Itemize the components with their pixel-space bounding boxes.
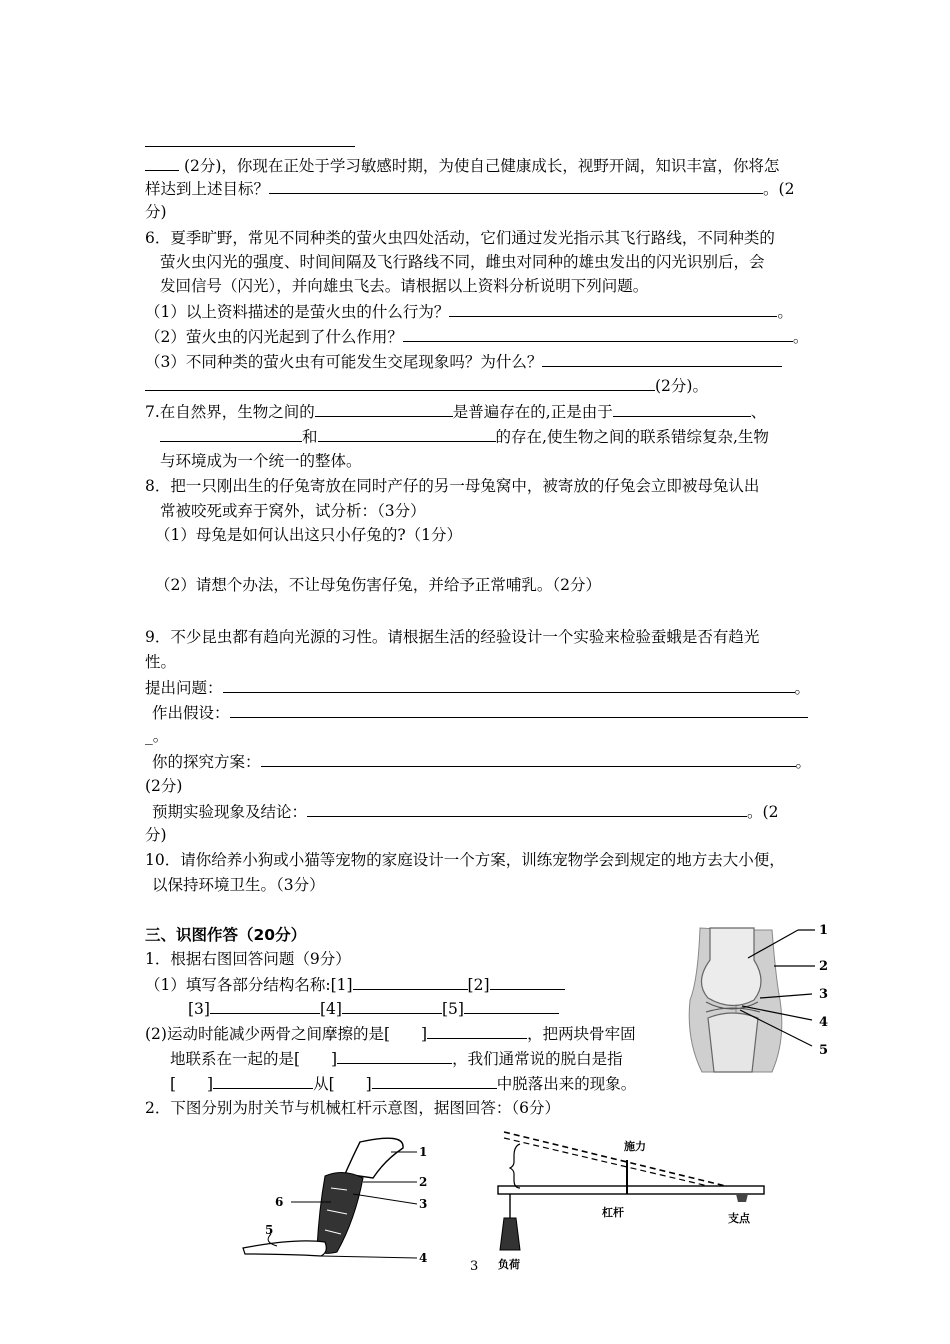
- text-line: 分): [145, 826, 167, 844]
- text-line: 性。: [145, 653, 177, 671]
- text-line: 与环境成为一个统一的整体。: [160, 452, 362, 470]
- lower-bone: [708, 1013, 758, 1072]
- text-line: 发回信号（闪光），并向雄虫飞去。请根据以上资料分析说明下列问题。: [160, 277, 649, 295]
- elbow-label-4: 4: [419, 1251, 428, 1265]
- fulcrum-label: 支点: [728, 1212, 750, 1225]
- text-line: _。: [145, 727, 169, 745]
- elbow-label-1: 1: [419, 1145, 428, 1159]
- elbow-label-5: 5: [265, 1223, 274, 1237]
- answer-blank[interactable]: [318, 425, 496, 442]
- forearm-bone: [243, 1241, 326, 1256]
- text-line: （1）母兔是如何认出这只小仔兔的?（1分）: [155, 526, 463, 544]
- question-6: 6．夏季旷野，常见不同种类的萤火虫四处活动，它们通过发光指示其飞行路线，不同种类的: [145, 229, 775, 247]
- answer-blank[interactable]: [613, 400, 751, 417]
- text-line: 以保持环境卫生。（3分）: [152, 876, 325, 894]
- text-line: (2分): [145, 777, 183, 795]
- answer-blank[interactable]: [490, 973, 565, 990]
- text-line: 样达到上述目标？ 。(2: [145, 177, 794, 200]
- brace: [510, 1144, 520, 1188]
- text-line: 分): [145, 203, 167, 221]
- answer-blank[interactable]: [307, 800, 747, 817]
- text-line: 萤火虫闪光的强度、时间间隔及飞行路线不同，雌虫对同种的雄虫发出的闪光识别后，会: [160, 253, 765, 271]
- text-line: （1）以上资料描述的是萤火虫的什么行为？ 。: [145, 300, 793, 323]
- question-7: 7.在自然界，生物之间的 是普遍存在的,正是由于 、: [145, 400, 766, 423]
- question-3-2: 2．下图分别为肘关节与机械杠杆示意图，据图回答：（6分）: [145, 1099, 560, 1117]
- text-line: （2）萤火虫的闪光起到了什么作用？ 。: [145, 325, 808, 348]
- answer-blank[interactable]: [261, 750, 796, 767]
- joint-label-4: 4: [819, 1015, 829, 1030]
- text-line: (2)运动时能减少两骨之间摩擦的是[ ] ，把两块骨牢固: [145, 1022, 636, 1045]
- question-3-1: 1．根据右图回答问题（9分）: [145, 950, 351, 968]
- answer-blank[interactable]: [403, 325, 793, 342]
- section-title: 三、识图作答（20分）: [145, 926, 307, 944]
- answer-blank[interactable]: [213, 1072, 313, 1089]
- lever-label: 杠杆: [602, 1206, 624, 1219]
- answer-blank[interactable]: [230, 701, 808, 718]
- question-8: 8．把一只刚出生的仔兔寄放在同时产仔的另一母兔窝中，被寄放的仔兔会立即被母兔认出: [145, 477, 760, 495]
- answer-blank[interactable]: [337, 1047, 452, 1064]
- answer-blank[interactable]: [210, 997, 320, 1014]
- joint-label-1: 1: [819, 923, 829, 938]
- answer-blank[interactable]: [353, 973, 468, 990]
- elbow-label-3: 3: [419, 1197, 428, 1211]
- dashed-lever-top: [504, 1132, 742, 1190]
- text-line: 作出假设：: [152, 701, 808, 724]
- text-line: 和 的存在,使生物之间的联系错综复杂,生物: [160, 425, 769, 448]
- text-line: [3] [4] [5]: [188, 997, 559, 1020]
- fulcrum: [736, 1194, 748, 1202]
- answer-blank[interactable]: [342, 997, 442, 1014]
- text-line: 预期实验现象及结论： 。(2: [152, 800, 778, 823]
- answer-blank[interactable]: [145, 374, 655, 391]
- answer-blank[interactable]: [315, 400, 453, 417]
- top-answer-line: [145, 146, 355, 147]
- text-line: （2）请想个办法，不让母兔伤害仔兔，并给予正常哺乳。（2分）: [155, 576, 601, 594]
- answer-blank[interactable]: [160, 425, 302, 442]
- upper-bone: [701, 928, 761, 1006]
- answer-blank[interactable]: [449, 300, 777, 317]
- answer-blank[interactable]: [427, 1022, 527, 1039]
- text-line: 提出问题： 。: [145, 676, 810, 699]
- load-label: 负荷: [498, 1258, 520, 1271]
- text-line: (2分)。: [145, 374, 708, 397]
- joint-label-2: 2: [819, 959, 829, 974]
- lever-diagram: [490, 1122, 780, 1272]
- answer-blank[interactable]: [464, 997, 559, 1014]
- page-number: 3: [470, 1259, 479, 1274]
- upper-arm-bone: [345, 1138, 403, 1178]
- text-line: 常被咬死或弃于窝外，试分析：（3分）: [160, 502, 426, 520]
- text-line: （3）不同种类的萤火虫有可能发生交尾现象吗？为什么？: [145, 350, 782, 373]
- text-line: （1）填写各部分结构名称:[1] [2]: [145, 973, 565, 996]
- answer-blank[interactable]: [223, 676, 795, 693]
- elbow-diagram: [235, 1130, 435, 1275]
- joint-label-3: 3: [819, 987, 829, 1002]
- text-line: (2分)，你现在正处于学习敏感时期，为使自己健康成长，视野开阔，知识丰富，你将怎: [145, 154, 779, 177]
- force-label: 施力: [624, 1140, 646, 1153]
- load-weight: [500, 1218, 520, 1250]
- lever-bar: [498, 1186, 764, 1194]
- elbow-label-6: 6: [275, 1195, 284, 1209]
- joint-diagram: [680, 920, 840, 1080]
- joint-label-5: 5: [819, 1043, 829, 1058]
- text-line: 地联系在一起的是[ ] ，我们通常说的脱白是指: [170, 1047, 623, 1070]
- answer-blank[interactable]: [269, 177, 763, 194]
- question-10: 10．请你给养小狗或小猫等宠物的家庭设计一个方案，训练宠物学会到规定的地方去大小便，: [145, 851, 785, 869]
- text-line: 你的探究方案： 。: [152, 750, 811, 773]
- answer-blank[interactable]: [372, 1072, 497, 1089]
- question-9: 9．不少昆虫都有趋向光源的习性。请根据生活的经验设计一个实验来检验蚕蛾是否有趋光: [145, 628, 760, 646]
- text-line: [ ] 从[ ] 中脱落出来的现象。: [170, 1072, 636, 1095]
- elbow-label-2: 2: [419, 1175, 428, 1189]
- answer-blank[interactable]: [542, 350, 782, 367]
